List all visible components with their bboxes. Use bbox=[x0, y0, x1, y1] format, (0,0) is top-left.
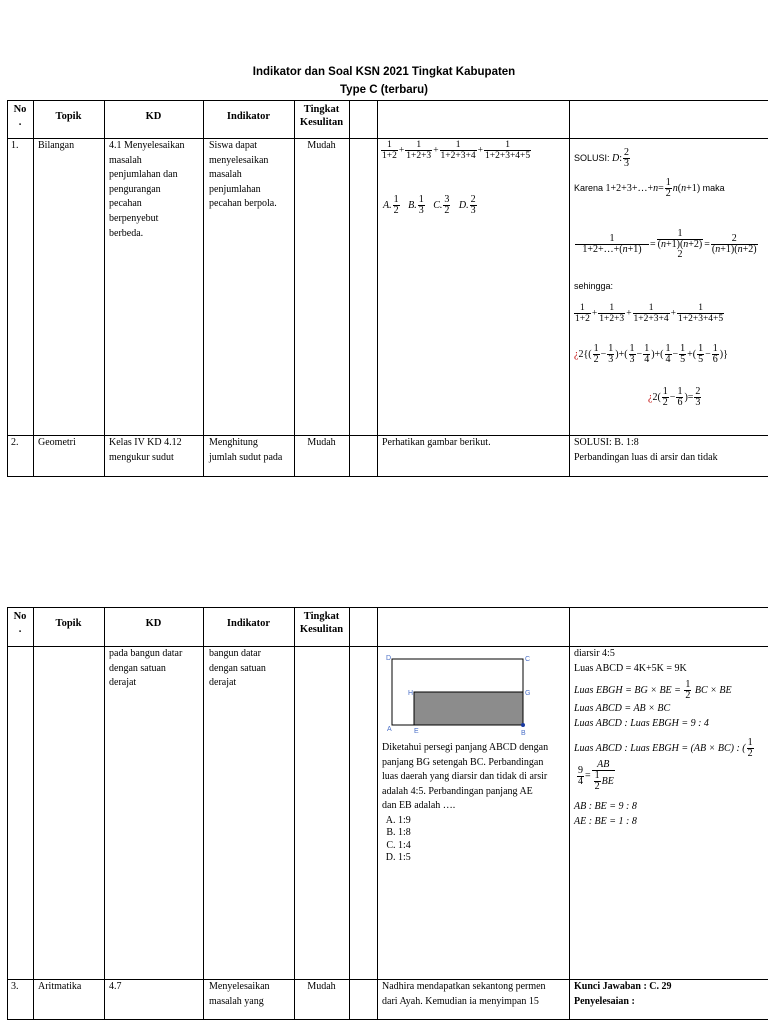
label-d: D bbox=[386, 655, 392, 662]
option-b: B. 1:8 bbox=[398, 827, 411, 839]
row2-indikator-part2: bangun datar dengan satuan derajat bbox=[209, 648, 266, 689]
header-kd: KD bbox=[145, 111, 162, 122]
row1-topik: Bilangan bbox=[38, 140, 75, 151]
row3-indikator: Menyelesaikan masalah yang bbox=[209, 981, 270, 1007]
header-indikator: Indikator bbox=[226, 111, 271, 122]
row3-no: 3. bbox=[11, 981, 19, 992]
row2-indikator-part1: Menghitung jumlah sudut pada bbox=[209, 437, 283, 463]
row3-soal: Nadhira mendapatkan sekantong permen dari Ayah. Kemudian ia menyimpan 15 bbox=[382, 981, 546, 1007]
label-h: H bbox=[408, 690, 414, 697]
document-title: Indikator dan Soal KSN 2021 Tingkat Kabupaten bbox=[252, 66, 516, 78]
row2-soal-text: Diketahui persegi panjang ABCD dengan panjang BG setengah BC. Perbandingan luas daerah yang diarsir dan tidak di arsir adalah 4:5. Perbandingan panjang AE dan EB adalah …. bbox=[382, 742, 549, 812]
row1-options: A. $\frac{1}{2}$ B. $\frac{1}{3}$ C. $\frac{3}{2}$ D. $\frac{2}{3}$ bbox=[383, 194, 476, 216]
row2-kd-part1: Kelas IV KD 4.12 mengukur sudut bbox=[109, 437, 182, 463]
row2-ratio-ab-be: AB : BE = 9 : 8 bbox=[574, 801, 637, 812]
row2-ratio-ae-be: AE : BE = 1 : 8 bbox=[574, 816, 637, 827]
header2-kd: KD bbox=[145, 618, 162, 629]
label-a: A bbox=[387, 726, 392, 733]
row2-no: 2. bbox=[11, 437, 19, 448]
header-topik: Topik bbox=[55, 111, 82, 122]
row1-question-expression: $\frac{1}{1+2}$ + $\frac{1}{1+2+3}$ + $\frac{1}{1+2+3+4}$ + $\frac{1}{1+2+3+4+5}$ bbox=[382, 140, 531, 161]
row2-luas-abcd: Luas ABCD = AB × BC bbox=[574, 703, 671, 714]
label-b: B bbox=[521, 730, 526, 737]
header2-pj: PJ bbox=[357, 618, 369, 629]
row2-kd-part2: pada bangun datar dengan satuan derajat bbox=[109, 648, 183, 689]
header2-indikator: Indikator bbox=[226, 618, 271, 629]
row2-solusi-part2: diarsir 4:5 Luas ABCD = 4K+5K = 9K bbox=[574, 648, 687, 674]
row2-options bbox=[372, 815, 411, 864]
row2-solusi-part1: SOLUSI: B. 1:8 Perbandingan luas di arsir dan tidak bbox=[574, 437, 718, 463]
row2-fraction-equation: $\frac{9}{4}$ = AB $\frac{1}{2}$ BE bbox=[578, 759, 614, 792]
label-e: E bbox=[414, 728, 419, 735]
header2-no: No . bbox=[13, 611, 27, 635]
row2-luas-ebgh: Luas EBGH = BG × BE = $\frac{1}{2}$ BC × BE bbox=[574, 679, 732, 701]
option-a: A. 1:9 bbox=[398, 815, 411, 827]
row1-sum-expression: $\frac{1}{1+2}$ + $\frac{1}{1+2+3}$ + $\frac{1}{1+2+3+4}$ + $\frac{1}{1+2+3+4+5}$ bbox=[575, 303, 724, 324]
option-c: C. 1:4 bbox=[398, 840, 411, 852]
header-pj: PJ bbox=[357, 111, 369, 122]
document-subtitle: Type C (terbaru) bbox=[340, 84, 428, 96]
row3-topik: Aritmatika bbox=[38, 981, 82, 992]
row1-general-term: $\frac{1}{1+2+\dots+(n+1)}$ = 1 (n+1)(n+2) 2 = $\frac{2}{(n+1)(n+2)}$ bbox=[574, 229, 768, 260]
row1-karena-line: Karena 1+2+3+…+n= $\frac{1}{2}$ n(n+1) maka bbox=[574, 177, 725, 199]
row2-tingkat: Mudah bbox=[307, 437, 336, 448]
header-tingkat-kesulitan: Tingkat Kesulitan bbox=[299, 104, 344, 128]
row1-sehingga: sehingga: bbox=[574, 281, 614, 291]
row1-telescoping: ¿2{( $\frac{1}{2}$ − $\frac{1}{3}$ )+( $\frac{1}{3}$ − $\frac{1}{4}$ )+( $\frac{1}{4}$ − $\frac{1}{5}$ +( $\frac{1}{5}$ − $\frac{1}{6}$ )} bbox=[574, 344, 728, 365]
header-no: No . bbox=[13, 104, 27, 128]
row3-tingkat: Mudah bbox=[307, 981, 336, 992]
row3-jawaban: Kunci Jawaban : C. 29 Penyelesaian : bbox=[574, 981, 672, 1007]
option-d: D. 1:5 bbox=[398, 852, 411, 864]
row1-solusi: SOLUSI: D: $\frac{2}{3}$ bbox=[574, 147, 630, 169]
row1-result: ¿2( $\frac{1}{2}$ − $\frac{1}{6}$ )= $\frac{2}{3}$ bbox=[648, 386, 701, 408]
label-g: G bbox=[525, 690, 531, 697]
header2-tingkat-kesulitan: Tingkat Kesulitan bbox=[299, 611, 344, 635]
row2-soal-intro: Perhatikan gambar berikut. bbox=[382, 437, 491, 448]
label-c: C bbox=[525, 656, 531, 663]
row2-topik: Geometri bbox=[38, 437, 76, 448]
row2-ratio-expanded: Luas ABCD : Luas EBGH = (AB × BC) : ( $\frac{1}{2}$ bbox=[574, 738, 753, 759]
row1-kd: 4.1 Menyelesaikan masalah penjumlahan dan pengurangan pecahan berpenyebut berbeda. bbox=[109, 140, 185, 239]
row1-tingkat: Mudah bbox=[307, 140, 336, 151]
row1-no: 1. bbox=[11, 140, 19, 151]
row2-ratio-9-4: Luas ABCD : Luas EBGH = 9 : 4 bbox=[574, 718, 709, 729]
header2-topik: Topik bbox=[55, 618, 82, 629]
row1-indikator: Siswa dapat menyelesaikan masalah penjumlahan pecahan berpola. bbox=[209, 140, 277, 210]
rectangle-figure bbox=[380, 650, 540, 738]
row3-kd: 4.7 bbox=[109, 981, 122, 992]
